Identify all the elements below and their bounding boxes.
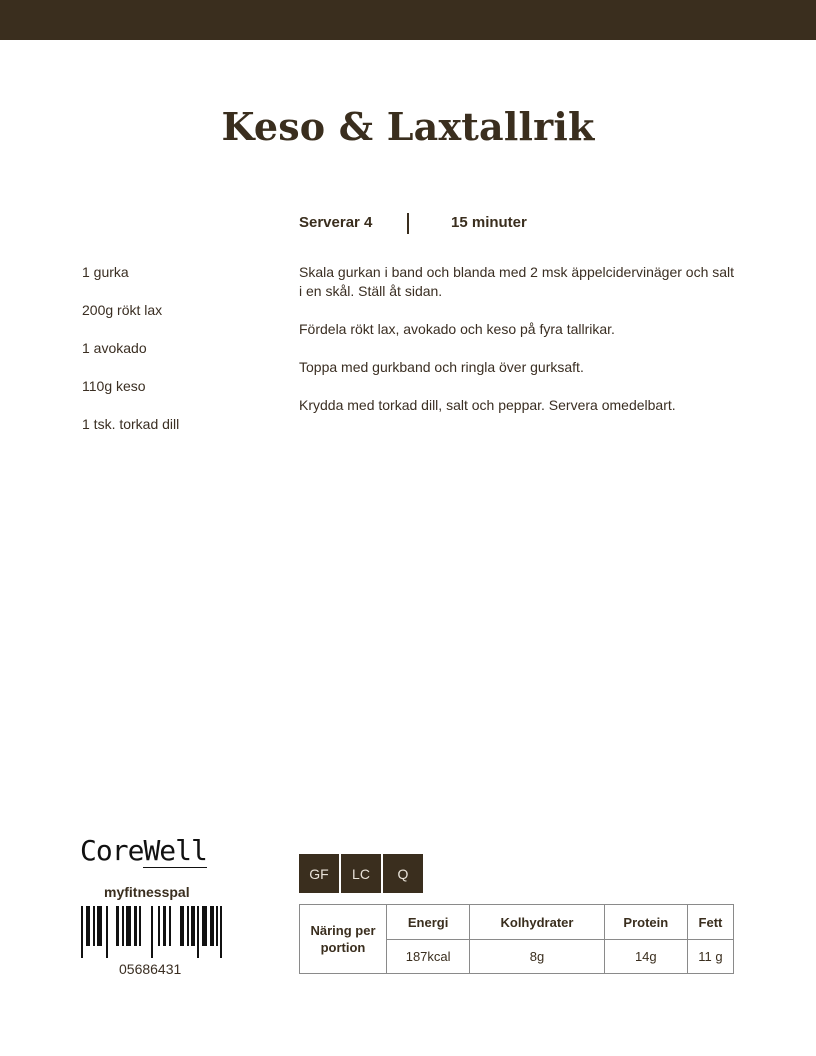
servings-label: Serverar 4 — [299, 214, 373, 231]
value-fat: 11 g — [687, 940, 733, 974]
column-header-fat: Fett — [687, 905, 733, 940]
value-carbs: 8g — [470, 940, 604, 974]
table-row — [300, 905, 734, 940]
time-label: 15 minuter — [451, 214, 527, 231]
partner-label: myfitnesspal — [104, 884, 190, 900]
ingredient-list — [82, 263, 282, 453]
barcode-icon — [81, 906, 222, 958]
meta-divider — [407, 213, 409, 234]
brand-block — [80, 834, 225, 977]
column-header-energy: Energi — [387, 905, 470, 940]
ingredient-item: 1 avokado — [82, 340, 147, 356]
ingredient-item: 1 gurka — [82, 264, 129, 280]
column-header-carbs: Kolhydrater — [470, 905, 604, 940]
tag-quick: Q — [383, 854, 423, 893]
corewell-logo — [80, 834, 207, 868]
instruction-list — [299, 263, 739, 434]
instruction-step: Fördela rökt lax, avokado och keso på fyra tallrikar. — [299, 321, 615, 337]
barcode-number: 05686431 — [119, 961, 182, 977]
ingredient-item: 1 tsk. torkad dill — [82, 416, 180, 432]
recipe-title: Keso & Laxtallrik — [221, 104, 595, 149]
ingredient-item: 110g keso — [82, 378, 146, 394]
diet-tags — [299, 854, 423, 893]
recipe-meta — [299, 212, 619, 236]
nutrition-table — [299, 904, 734, 974]
instruction-step: Skala gurkan i band och blanda med 2 msk äppelcidervinäger och salt i en skål. Ställ åt sidan. — [299, 264, 735, 299]
nutrition-row-header: Näring per portion — [300, 905, 387, 974]
logo-text-well: Well — [143, 834, 207, 867]
value-protein: 14g — [604, 940, 687, 974]
column-header-protein: Protein — [604, 905, 687, 940]
logo-text-core: Core — [80, 834, 144, 867]
value-energy: 187kcal — [387, 940, 470, 974]
tag-gluten-free: GF — [299, 854, 339, 893]
tag-low-carb: LC — [341, 854, 381, 893]
top-bar — [0, 0, 816, 40]
instruction-step: Toppa med gurkband och ringla över gurksaft. — [299, 359, 584, 375]
ingredient-item: 200g rökt lax — [82, 302, 163, 318]
instruction-step: Krydda med torkad dill, salt och peppar. Servera omedelbart. — [299, 397, 676, 413]
